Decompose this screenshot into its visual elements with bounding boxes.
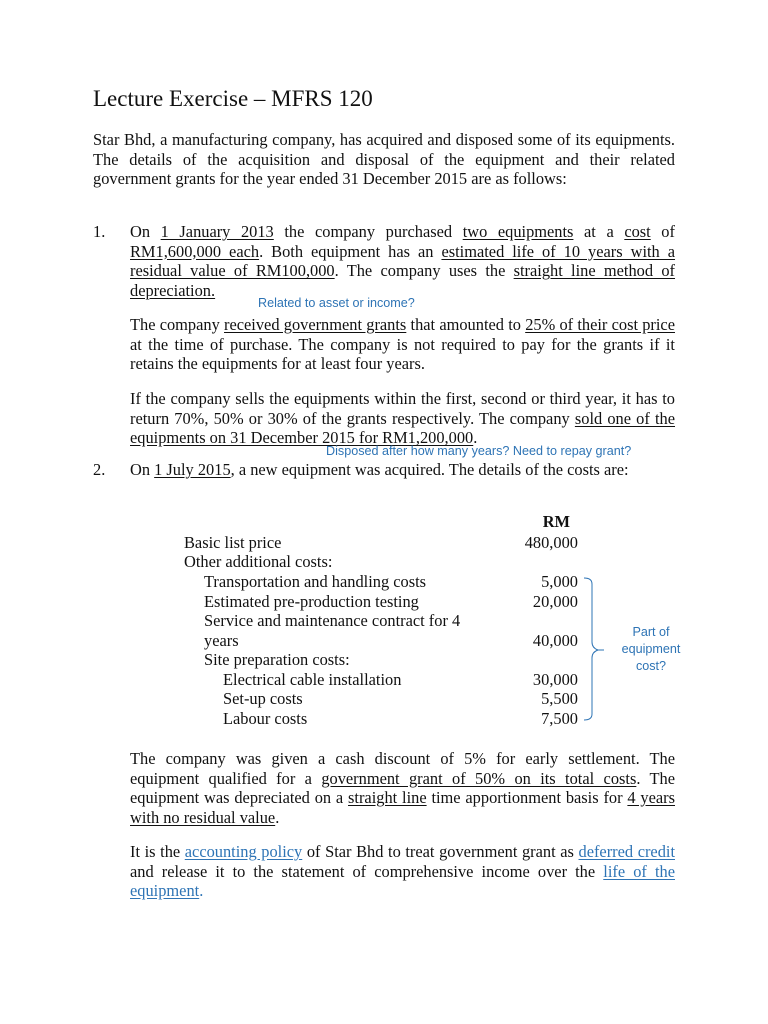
text: On [130,460,155,479]
text: . [199,881,204,901]
table-header-row [184,512,584,532]
text: The company [130,315,225,334]
row-value: 5,500 [541,689,578,708]
annotation-disposed-repay: Disposed after how many years? Need to repay grant? [326,444,632,458]
item-2-paragraph-3 [130,842,675,901]
table-row [184,592,584,612]
table-row [184,631,584,651]
page-title: Lecture Exercise – MFRS 120 [93,86,373,111]
table-row [184,572,584,592]
text: , a new equipment was acquired. The details of the costs are: [230,460,629,479]
row-value: 480,000 [524,533,578,552]
table-row [184,552,584,572]
item-1-paragraph-2 [130,315,675,374]
text: that amounted to [406,315,526,334]
underlined-text: received government grants [224,315,407,334]
underlined-text: two equipments [462,222,574,241]
row-value: 30,000 [532,670,578,689]
text: at a [573,222,625,241]
underlined-text: cost [624,222,651,241]
annotation-asset-or-income: Related to asset or income? [258,296,415,310]
highlighted-term: life of the equipment [130,861,675,901]
table-row [184,709,584,729]
currency-header: RM [542,512,570,531]
text: . The company uses the [334,261,514,281]
text: at the time of purchase. The company is not required to pay for the grants if it retains the equipments for at least four years. [130,334,675,374]
text: On [130,222,161,241]
row-value: 5,000 [541,572,578,591]
row-label: Labour costs [223,709,308,728]
underlined-text: government grant of 50% on its total costs [321,768,637,788]
underlined-text: sold one of the equipments on 31 December 2015 for RM1,200,000 [130,408,676,448]
row-label: Transportation and handling costs [204,572,427,591]
row-value: 20,000 [532,592,578,611]
text: It is the [130,842,185,861]
item-1-number: 1. [93,222,106,241]
row-label: Estimated pre-production testing [204,592,419,611]
row-label: Service and maintenance contract for 4 [204,611,461,630]
highlighted-term: accounting policy [184,842,303,861]
underlined-text: estimated life of 10 years with a residual value of RM100,000 [130,241,676,281]
underlined-text: straight line [348,788,427,808]
text: of [650,222,675,241]
text: . [275,807,280,827]
item-2-paragraph-1 [130,460,675,480]
underlined-text: RM1,600,000 each [130,241,260,261]
text: and release it to the statement of comprehensive income over the [130,861,604,881]
text: . The equipment was depreciated on a [130,768,675,808]
underlined-text: straight line method of depreciation. [130,261,676,300]
text: . Both equipment has an [259,241,442,261]
underlined-text: 1 July 2015 [154,460,231,479]
text: time apportionment basis for [426,788,628,808]
text: If the company sells the equipments within the first, second or third year, it has to return 70%, 50% or 30% of the grants respectively. The company [130,389,675,428]
table-row [184,689,584,709]
row-label: Site preparation costs: [204,650,350,669]
underlined-text: 25% of their cost price [525,315,675,334]
text: The company was given a cash discount of 5% for early settlement. The equipment qualified for a [130,749,675,788]
table-row [184,611,584,631]
row-value: 40,000 [532,631,578,650]
table-row [184,670,584,690]
item-1-paragraph-3 [130,389,675,448]
highlighted-term: deferred credit [578,842,675,861]
row-label: Electrical cable installation [223,670,402,689]
intro-paragraph: Star Bhd, a manufacturing company, has acquired and disposed some of its equipments. The details of the acquisition and disposal of the equipment and their related government grants for the year ended 31 December 2015 are as follows: [93,130,675,189]
curly-brace-icon [584,574,604,724]
row-label: Other additional costs: [184,552,333,571]
underlined-text: 4 years with no residual value [130,788,675,827]
row-label: years [204,631,239,650]
annotation-part-of-cost: Part of equipment cost? [621,625,681,673]
row-label: Basic list price [184,533,282,552]
underlined-text: 1 January 2013 [160,222,274,241]
text: . [473,428,478,448]
table-row [184,533,584,553]
text: the company purchased [273,222,463,241]
item-2-number: 2. [93,460,106,479]
text: of Star Bhd to treat government grant as [302,842,579,861]
table-row [184,650,584,670]
row-label: Set-up costs [223,689,303,708]
item-2-paragraph-2 [130,749,675,827]
item-1-paragraph-1 [130,222,675,300]
row-value: 7,500 [541,709,578,728]
